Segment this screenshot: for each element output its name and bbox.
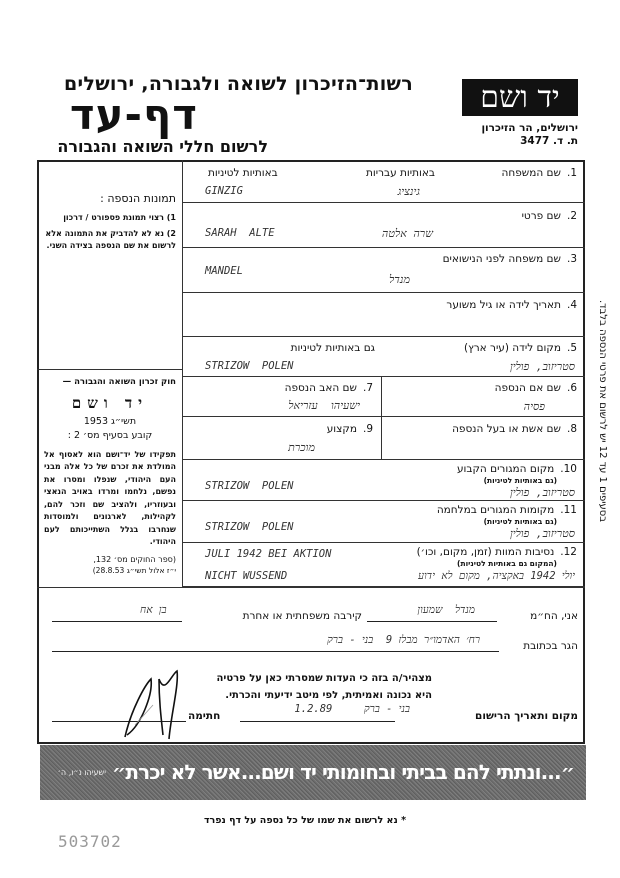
field-row-5 — [183, 337, 585, 377]
section-divider — [37, 587, 585, 588]
law-clause: קובע בסעיף מס׳ 2 : — [67, 429, 153, 441]
wartime-residence-latin-value[interactable]: STRIZOW POLEN — [205, 521, 294, 533]
law-heading: חוק זכרון השואה והגבורה — — [62, 377, 176, 387]
latin-note: (גם באותיות לטיניות) — [483, 476, 557, 485]
address-label: הגר בכתובת — [523, 640, 578, 652]
field-label: 3.שם משפחה לפני הנישואים — [442, 253, 577, 265]
field-row-6-7 — [183, 377, 585, 417]
stamp-number: 503702 — [58, 832, 122, 851]
residence-hebrew-value[interactable]: סטריזוב, פולין — [509, 486, 575, 499]
hebrew-letters-header: באותיות עבריות — [366, 167, 435, 179]
place-date-label: מקום ותאריך הרישום — [475, 710, 578, 722]
field-label: 7.שם האב הנספה — [284, 382, 373, 394]
cell-divider — [381, 377, 382, 416]
latin-letters-header: באותיות לטיניות — [208, 167, 278, 179]
field-label: 2.שם פרטי — [521, 210, 577, 222]
surname-latin-value[interactable]: GINZIG — [205, 185, 243, 197]
field-row-2 — [183, 203, 585, 248]
field-row-1 — [183, 160, 585, 203]
relation-value[interactable]: בן אח — [140, 604, 167, 616]
footer-note: * נא לרשום את שמו של כל נספה על דף נפרד — [203, 815, 407, 826]
surname-hebrew-value[interactable]: גינציג — [397, 185, 420, 198]
handwritten-signature — [105, 665, 185, 745]
signature-label: חתימה — [188, 710, 221, 722]
profession-value[interactable]: מוכרת — [288, 441, 315, 454]
law-name: יד ושם — [71, 393, 149, 412]
maiden-name-hebrew-value[interactable]: מנדל — [389, 273, 410, 286]
residence-latin-value[interactable]: STRIZOW POLEN — [205, 480, 294, 492]
po-box: ת. ד. 3477 — [520, 135, 578, 147]
relation-line — [52, 621, 182, 622]
field-label: 5.מקום לידה (עיר ארץ) — [463, 342, 577, 354]
field-label: 12.נסיבות המוות (זמן, מקום, וכו׳) — [416, 546, 577, 558]
cell-divider — [381, 417, 382, 459]
birthplace-latin-value[interactable]: STRIZOW POLEN — [205, 360, 294, 372]
field-row-11 — [183, 501, 585, 543]
maiden-name-latin-value[interactable]: MANDEL — [205, 265, 243, 277]
photo-instructions — [44, 192, 176, 252]
latin-note: גם באותיות לטיניות — [290, 342, 375, 354]
first-name-hebrew-value[interactable]: שרה אלטה — [381, 227, 433, 240]
left-column-divider — [37, 369, 183, 370]
declarant-name-value[interactable]: מנדל שמעון — [417, 604, 475, 616]
field-label: 1.שם המשפחה — [501, 167, 577, 179]
statement-line-1: מצהיר/ה בזה כי העדות שמסרתי כאן על פרטיה — [216, 673, 432, 684]
side-note-text: בסעיפים 1 עד 12 יש לרשום את פרטי הנספה בלבד. — [597, 300, 608, 522]
father-name-value[interactable]: ישעיהו עזריאל — [288, 399, 360, 412]
birthplace-hebrew-value[interactable]: סטריזוב, פולין — [509, 360, 575, 373]
declaration-statement — [217, 670, 432, 704]
banner-quote: ״...ונתתי להם בביתי ובחומותי יד ושם...אשר לא יכרת״ — [112, 760, 574, 784]
organization-name: רשות־הזיכרון לשואה ולגבורה, ירושלים — [64, 73, 413, 95]
latin-note: (גם באותיות לטיניות) — [483, 517, 557, 526]
field-label: 10.מקום המגורים הקבוע — [456, 463, 577, 475]
photo-item-1: 1) רצוי תמונת פספורט / דרכון — [63, 213, 176, 222]
first-name-latin-value[interactable]: SARAH ALTE — [205, 227, 275, 239]
form-title: דף-עד — [69, 90, 198, 139]
field-label: 11.מקומות המגורים במלחמה — [436, 504, 577, 516]
form-subtitle: לרשום חללי השואה והגבורה — [57, 137, 268, 156]
statement-line-2: היא נכונה ואמיתית, לפי מיטב ידיעתי והכרתי. — [225, 690, 432, 701]
field-row-12 — [183, 543, 585, 587]
photo-title: תמונות הנספה : — [100, 192, 176, 205]
address-line — [52, 651, 499, 652]
birth-date-value[interactable] — [205, 317, 455, 331]
relation-label: קירבה משפחתית או אחרת — [242, 610, 362, 622]
banner-reference: ישעיהו נ״ו, ה׳ — [57, 768, 106, 777]
declarant-line — [367, 621, 497, 622]
field-label: 6.שם אם הנספה — [494, 382, 577, 394]
field-row-10 — [183, 460, 585, 501]
death-circumstances-latin-value-1[interactable]: JULI 1942 BEI AKTION — [205, 548, 332, 560]
side-note — [596, 300, 608, 545]
yad-vashem-logo: יד ושם — [462, 79, 578, 116]
law-box — [44, 376, 176, 575]
mother-name-value[interactable]: פסיה — [523, 400, 545, 413]
photo-item-2: 2) נא לא להדביק את התמונה אלא לרשום את שם הנספה בצידה השני. — [45, 229, 176, 250]
field-label: 8.שם אשת או בעל הנספה — [452, 423, 577, 435]
death-circumstances-latin-value-2[interactable]: NICHT WUSSEND — [205, 570, 288, 582]
law-year: תשי״ג 1953 — [83, 415, 137, 427]
law-body: תפקידו של יד־ושם הוא לאסוף אל המולדת את זכרם של כל אלה מבני העם היהודי, שנפלו ומסרו את נפשם, נלחמו ומרדו באויב הנאצי ובעוזריו, ולהציב שם וזכר להם, לקהילות, לארגונים ולמוסדות שנחרבו בגלל השתייכותם לעם היהודי. — [44, 449, 176, 546]
field-label: 4.תאריך לידה או גיל משוער — [446, 299, 577, 311]
address-block — [455, 122, 578, 148]
latin-note: (המקום גם באותיות לטיניות) — [457, 559, 557, 568]
place-date-value[interactable]: בני - ברק 1.2.89 — [294, 703, 410, 715]
address-line: ירושלים, הר הזיכרון — [481, 122, 578, 134]
address-value[interactable]: רח׳ האדמו״ר מבלז 9 בני - ברק — [327, 634, 480, 646]
wartime-residence-hebrew-value[interactable]: סטריזוב, פולין — [509, 527, 575, 540]
field-row-8-9 — [183, 417, 585, 460]
field-row-3 — [183, 248, 585, 293]
law-source-1: (ספר החוקים מס׳ 132, — [93, 554, 176, 564]
field-label: 9.מקצוע — [326, 423, 373, 435]
declarant-label: אני, הח״מ — [530, 610, 578, 622]
place-date-line — [240, 721, 395, 722]
death-circumstances-hebrew-value[interactable]: יולי 1942 באקציה, מקום לא ידוע — [418, 570, 575, 582]
field-row-4 — [183, 293, 585, 337]
law-source-2: י״ז אלול תשי״ג 28.8.53) — [92, 565, 176, 575]
